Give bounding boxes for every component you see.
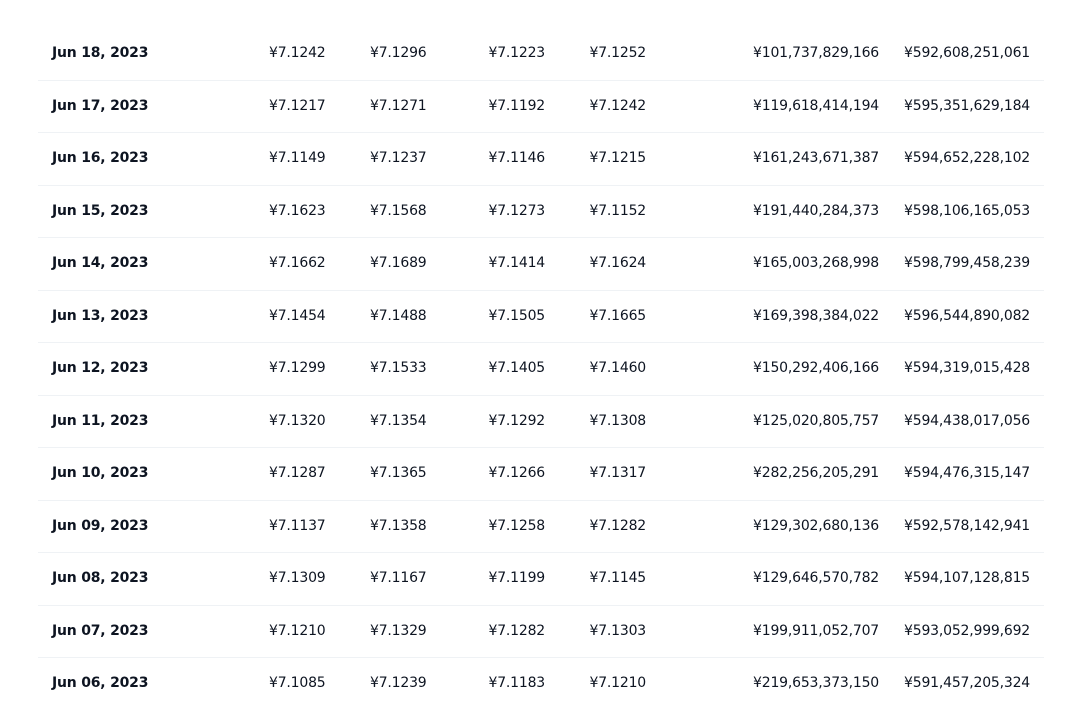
high-cell: ¥7.1239 [370, 675, 427, 691]
table-row [38, 238, 1044, 291]
table-row [38, 291, 1044, 344]
market-cap-cell: ¥592,608,251,061 [904, 45, 1030, 61]
volume-cell: ¥219,653,373,150 [753, 675, 879, 691]
volume-cell: ¥165,003,268,998 [753, 255, 879, 271]
low-cell: ¥7.1192 [488, 97, 545, 114]
close-cell: ¥7.1308 [589, 412, 646, 429]
volume-cell: ¥191,440,284,373 [753, 202, 879, 219]
market-cap-cell: ¥595,351,629,184 [904, 97, 1030, 114]
high-cell: ¥7.1358 [370, 517, 427, 534]
close-cell: ¥7.1152 [589, 202, 646, 219]
low-cell: ¥7.1292 [488, 412, 545, 429]
low-cell: ¥7.1273 [488, 202, 545, 219]
volume-cell: ¥119,618,414,194 [753, 97, 879, 114]
table-row [38, 81, 1044, 134]
date-cell: Jun 09, 2023 [52, 517, 149, 534]
low-cell: ¥7.1266 [488, 465, 545, 481]
close-cell: ¥7.1665 [589, 307, 646, 324]
market-cap-cell: ¥594,476,315,147 [904, 465, 1030, 481]
high-cell: ¥7.1689 [370, 255, 427, 271]
close-cell: ¥7.1460 [589, 360, 646, 376]
open-cell: ¥7.1320 [269, 412, 326, 429]
volume-cell: ¥199,911,052,707 [753, 622, 879, 639]
volume-cell: ¥161,243,671,387 [753, 150, 879, 166]
date-cell: Jun 15, 2023 [52, 202, 149, 219]
open-cell: ¥7.1210 [269, 622, 326, 639]
high-cell: ¥7.1296 [370, 45, 427, 61]
low-cell: ¥7.1199 [488, 570, 545, 586]
date-cell: Jun 10, 2023 [52, 465, 149, 481]
date-cell: Jun 14, 2023 [52, 255, 149, 271]
high-cell: ¥7.1237 [370, 150, 427, 166]
date-cell: Jun 11, 2023 [52, 412, 149, 429]
date-cell: Jun 17, 2023 [52, 97, 149, 114]
open-cell: ¥7.1149 [269, 150, 326, 166]
date-cell: Jun 07, 2023 [52, 622, 149, 639]
low-cell: ¥7.1282 [488, 622, 545, 639]
volume-cell: ¥101,737,829,166 [753, 45, 879, 61]
low-cell: ¥7.1505 [488, 307, 545, 324]
market-cap-cell: ¥598,106,165,053 [904, 202, 1030, 219]
date-cell: Jun 12, 2023 [52, 360, 149, 376]
date-cell: Jun 08, 2023 [52, 570, 149, 586]
low-cell: ¥7.1405 [488, 360, 545, 376]
date-cell: Jun 16, 2023 [52, 150, 149, 166]
date-cell: Jun 06, 2023 [52, 675, 149, 691]
table-row [38, 553, 1044, 606]
historical-data-table [38, 28, 1044, 710]
market-cap-cell: ¥593,052,999,692 [904, 622, 1030, 639]
table-row [38, 448, 1044, 501]
market-cap-cell: ¥594,319,015,428 [904, 360, 1030, 376]
high-cell: ¥7.1488 [370, 307, 427, 324]
table-row [38, 501, 1044, 554]
low-cell: ¥7.1183 [488, 675, 545, 691]
open-cell: ¥7.1623 [269, 202, 326, 219]
market-cap-cell: ¥594,652,228,102 [904, 150, 1030, 166]
volume-cell: ¥129,646,570,782 [753, 570, 879, 586]
date-cell: Jun 18, 2023 [52, 45, 149, 61]
date-cell: Jun 13, 2023 [52, 307, 149, 324]
table-row [38, 28, 1044, 81]
market-cap-cell: ¥592,578,142,941 [904, 517, 1030, 534]
market-cap-cell: ¥598,799,458,239 [904, 255, 1030, 271]
low-cell: ¥7.1414 [488, 255, 545, 271]
close-cell: ¥7.1215 [589, 150, 646, 166]
open-cell: ¥7.1454 [269, 307, 326, 324]
open-cell: ¥7.1217 [269, 97, 326, 114]
open-cell: ¥7.1309 [269, 570, 326, 586]
table-row [38, 396, 1044, 449]
close-cell: ¥7.1303 [589, 622, 646, 639]
low-cell: ¥7.1146 [488, 150, 545, 166]
volume-cell: ¥125,020,805,757 [753, 412, 879, 429]
low-cell: ¥7.1258 [488, 517, 545, 534]
volume-cell: ¥150,292,406,166 [753, 360, 879, 376]
high-cell: ¥7.1271 [370, 97, 427, 114]
market-cap-cell: ¥594,107,128,815 [904, 570, 1030, 586]
open-cell: ¥7.1242 [269, 45, 326, 61]
volume-cell: ¥282,256,205,291 [753, 465, 879, 481]
high-cell: ¥7.1354 [370, 412, 427, 429]
open-cell: ¥7.1085 [269, 675, 326, 691]
close-cell: ¥7.1252 [589, 45, 646, 61]
market-cap-cell: ¥591,457,205,324 [904, 675, 1030, 691]
close-cell: ¥7.1317 [589, 465, 646, 481]
high-cell: ¥7.1533 [370, 360, 427, 376]
table-row [38, 343, 1044, 396]
close-cell: ¥7.1624 [589, 255, 646, 271]
open-cell: ¥7.1662 [269, 255, 326, 271]
market-cap-cell: ¥594,438,017,056 [904, 412, 1030, 429]
market-cap-cell: ¥596,544,890,082 [904, 307, 1030, 324]
open-cell: ¥7.1287 [269, 465, 326, 481]
open-cell: ¥7.1137 [269, 517, 326, 534]
close-cell: ¥7.1282 [589, 517, 646, 534]
table-row [38, 186, 1044, 239]
table-row [38, 606, 1044, 659]
volume-cell: ¥169,398,384,022 [753, 307, 879, 324]
high-cell: ¥7.1329 [370, 622, 427, 639]
open-cell: ¥7.1299 [269, 360, 326, 376]
high-cell: ¥7.1365 [370, 465, 427, 481]
close-cell: ¥7.1145 [589, 570, 646, 586]
table-row [38, 658, 1044, 710]
high-cell: ¥7.1167 [370, 570, 427, 586]
close-cell: ¥7.1210 [589, 675, 646, 691]
close-cell: ¥7.1242 [589, 97, 646, 114]
high-cell: ¥7.1568 [370, 202, 427, 219]
table-row [38, 133, 1044, 186]
low-cell: ¥7.1223 [488, 45, 545, 61]
volume-cell: ¥129,302,680,136 [753, 517, 879, 534]
